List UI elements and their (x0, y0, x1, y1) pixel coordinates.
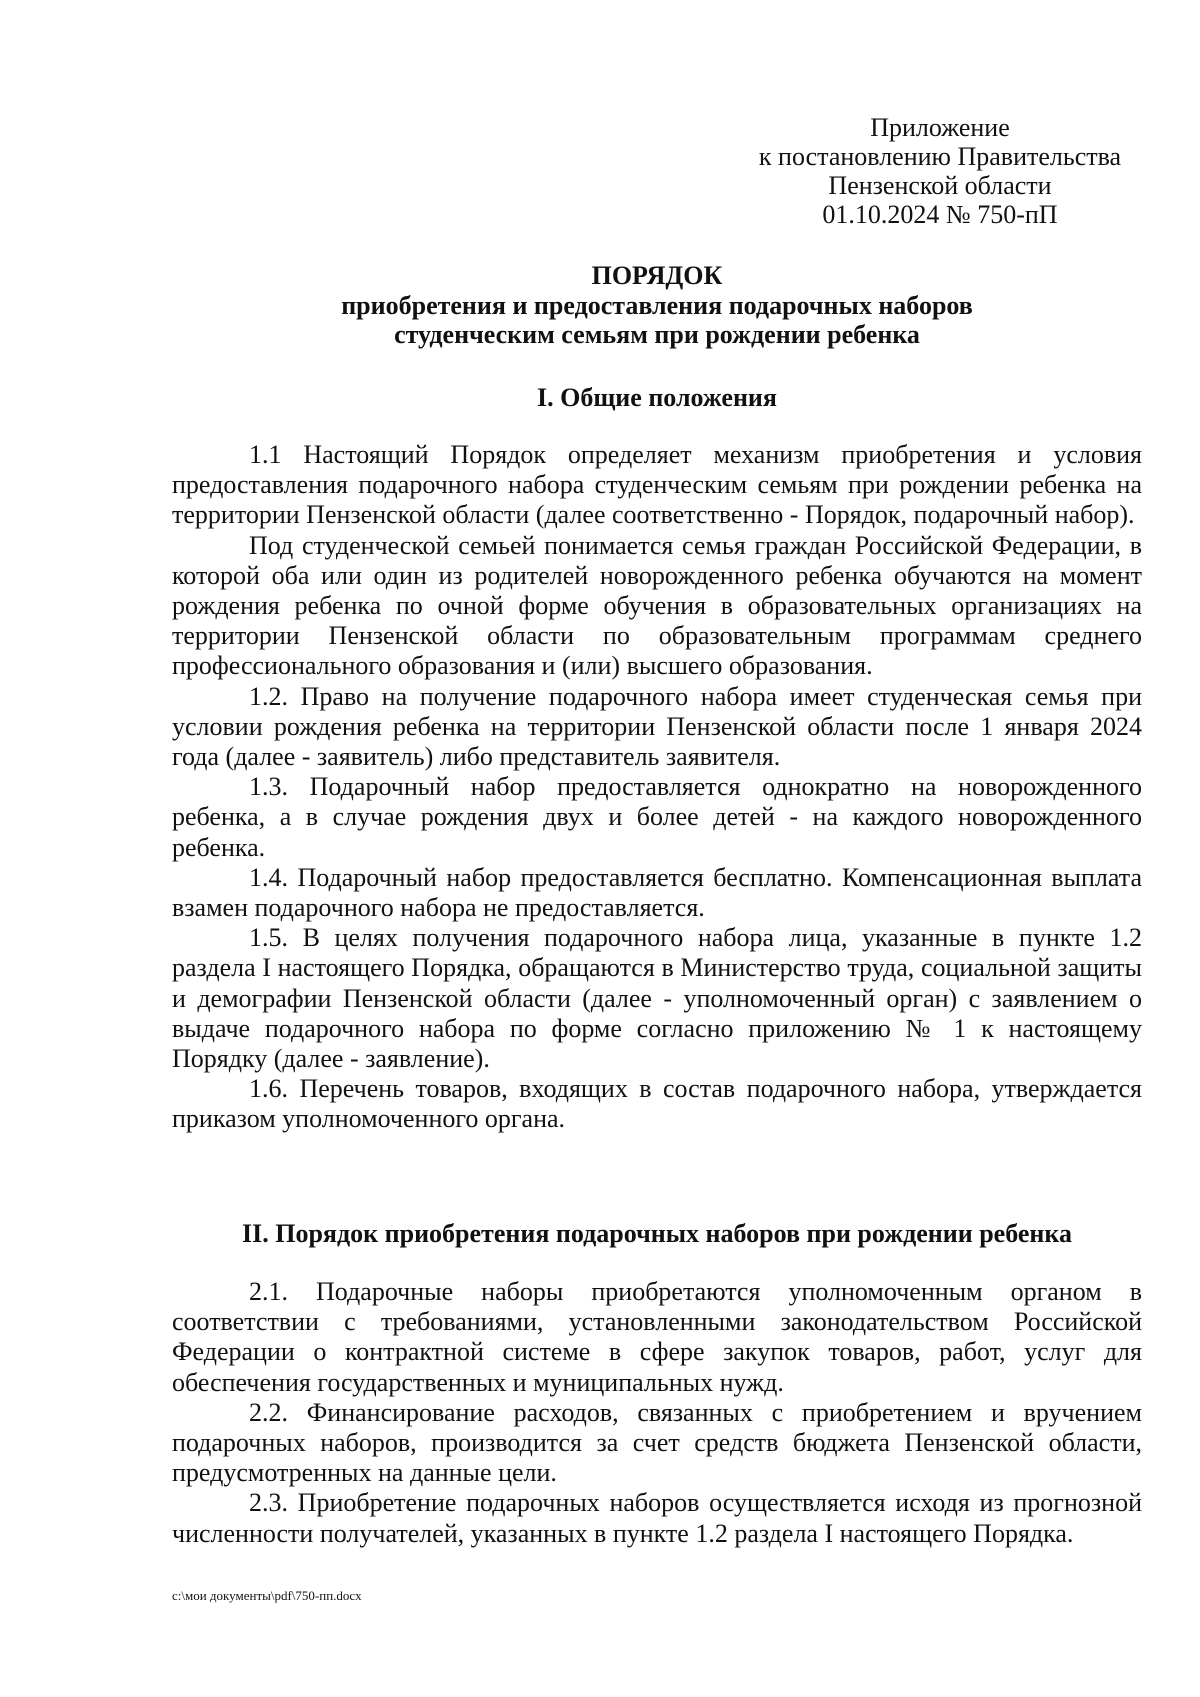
title-subtitle-line1: приобретения и предоставления подарочных наборов (341, 290, 973, 320)
paragraph-1-6: 1.6. Перечень товаров, входящих в состав подарочного набора, утверждается приказом уполномоченного органа. (172, 1074, 1142, 1134)
title-main: ПОРЯДОК (591, 261, 723, 290)
paragraph-1-4: 1.4. Подарочный набор предоставляется бесплатно. Компенсационная выплата взамен подарочного набора не предоставляется. (172, 862, 1142, 923)
section-2-body (172, 1277, 1142, 1549)
paragraph-student-family-definition: Под студенческой семьей понимается семья граждан Российской Федерации, в которой оба или один из родителей новорожденного ребенка обучаются на момент рождения ребенка по очной форме обучения в образовательных организациях на территории Пензенской области по образовательным программам среднего профессионального образования и (или) высшего образования. (172, 530, 1142, 681)
paragraph-1-3: 1.3. Подарочный набор предоставляется однократно на новорожденного ребенка, а в случае рождения двух и более детей - на каждого новорожденного ребенка. (172, 772, 1142, 862)
appendix-region: Пензенской области (828, 171, 1052, 200)
paragraph-1-1: 1.1 Настоящий Порядок определяет механизм приобретения и условия предоставления подарочного набора студенческим семьям при рождении ребенка на территории Пензенской области (далее соответственно - Порядок, подарочный набор). (172, 440, 1142, 530)
title-subtitle-line2: студенческим семьям при рождении ребенка (394, 320, 920, 349)
paragraph-2-2: 2.2. Финансирование расходов, связанных с приобретением и вручением подарочных наборов, производится за счет средств бюджета Пензенской области, предусмотренных на данные цели. (172, 1397, 1142, 1488)
appendix-reference: к постановлению Правительства (758, 142, 1122, 171)
appendix-date-number: 01.10.2024 № 750-пП (822, 200, 1058, 229)
paragraph-2-1: 2.1. Подарочные наборы приобретаются уполномоченным органом в соответствии с требованиями, установленными законодательством Российской Федерации о контрактной системе в сфере закупок товаров, работ, услуг для обеспечения государственных и муниципальных нужд. (172, 1277, 1142, 1397)
paragraph-1-2: 1.2. Право на получение подарочного набора имеет студенческая семья при условии рождения ребенка на территории Пензенской области после 1 января 2024 года (далее - заявитель) либо представитель заявителя. (172, 681, 1142, 772)
appendix-header (720, 113, 1160, 229)
paragraph-1-5: 1.5. В целях получения подарочного набора лица, указанные в пункте 1.2 раздела I настоящего Порядка, обращаются в Министерство труда, социальной защиты и демографии Пензенской области (далее - уполномоченный орган) с заявлением о выдаче подарочного набора по форме согласно приложению № 1 к настоящему Порядку (далее - заявление). (172, 923, 1142, 1074)
paragraph-2-3: 2.3. Приобретение подарочных наборов осуществляется исходя из прогнозной численности получателей, указанных в пункте 1.2 раздела I настоящего Порядка. (172, 1488, 1142, 1548)
footer-file-path: c:\мои документы\pdf\750-пп.docx (172, 1588, 362, 1603)
section-1-heading: I. Общие положения (537, 383, 777, 412)
appendix-label: Приложение (870, 113, 1010, 142)
section-2-heading: II. Порядок приобретения подарочных наборов при рождении ребенка (242, 1219, 1072, 1248)
section-1-body (172, 440, 1142, 1135)
document-title (172, 261, 1142, 350)
